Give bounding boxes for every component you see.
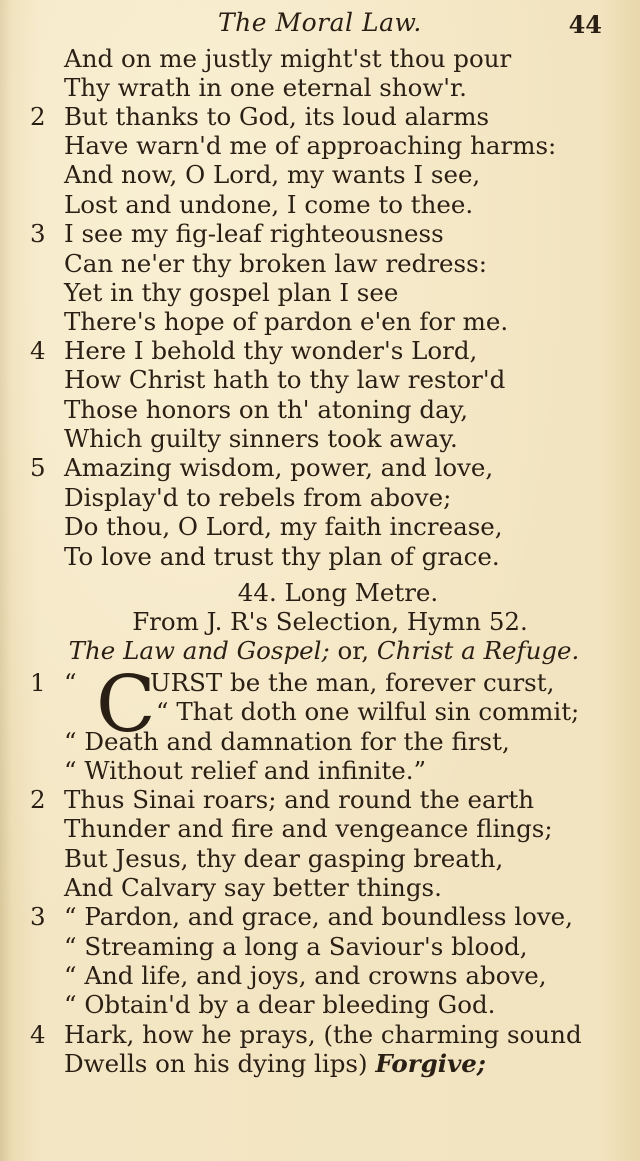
verse-line <box>0 961 640 991</box>
verse-text: Thunder and fire and vengeance flings; <box>64 814 553 843</box>
verse-line <box>0 73 640 103</box>
verse-text: Lost and undone, I come to thee. <box>64 190 474 219</box>
verse-line <box>0 902 640 932</box>
verse-text: And Calvary say better things. <box>64 873 442 902</box>
verse-text: “ Without relief and infinite.” <box>64 756 427 785</box>
verse-text: There's hope of pardon e'en for me. <box>64 307 509 336</box>
verse-text: “ Streaming a long a Saviour's blood, <box>64 932 528 961</box>
subtitle-part-a: The Law and Gospel; <box>68 636 330 665</box>
verse-number: 4 <box>30 336 46 365</box>
verse-text: “ And life, and joys, and crowns above, <box>64 961 547 990</box>
verse-line <box>0 1049 640 1079</box>
hymn-heading-line <box>0 578 640 608</box>
verse-text: Thy wrath in one eternal show'r. <box>64 73 467 102</box>
verse-text: Have warn'd me of approaching harms: <box>64 131 557 160</box>
verse-line <box>0 668 640 698</box>
verse-text: “ Obtain'd by a dear bleeding God. <box>64 990 496 1019</box>
verse-text: But Jesus, thy dear gasping breath, <box>64 844 504 873</box>
verse-number: 4 <box>30 1020 46 1049</box>
hymn-source: From J. R's Selection, Hymn 52. <box>132 607 528 636</box>
verse-line <box>0 512 640 542</box>
verse-text: Which guilty sinners took away. <box>64 424 458 453</box>
open-quote: “ <box>64 668 77 697</box>
verse-text: URST be the man, forever curst, <box>150 668 555 697</box>
verse-line <box>0 990 640 1020</box>
verse-line <box>0 697 640 727</box>
verse-text: “ That doth one wilful sin commit; <box>156 697 580 726</box>
verse-text: Those honors on th' atoning day, <box>64 395 469 424</box>
verse-number: 2 <box>30 102 46 131</box>
verse-number: 3 <box>30 902 46 931</box>
subtitle-or: or, <box>329 636 377 665</box>
verse-line <box>0 160 640 190</box>
verse-line <box>0 131 640 161</box>
verse-text: Hark, how he prays, (the charming sound <box>64 1020 582 1049</box>
verse-text: Can ne'er thy broken law redress: <box>64 249 487 278</box>
verse-line <box>0 727 640 757</box>
verse-line <box>0 424 640 454</box>
verse-text: “ Death and damnation for the first, <box>64 727 510 756</box>
running-title: The Moral Law. <box>218 8 422 37</box>
page-number: 44 <box>568 10 602 39</box>
verse-text: And on me justly might'st thou pour <box>64 44 512 73</box>
verse-text: Here I behold thy wonder's Lord, <box>64 336 478 365</box>
verse-text: But thanks to God, its loud alarms <box>64 102 490 131</box>
verse-text: And now, O Lord, my wants I see, <box>64 160 481 189</box>
verse-line <box>0 932 640 962</box>
verse-line <box>0 307 640 337</box>
verse-number: 5 <box>30 453 46 482</box>
verse-text-italic: Forgive; <box>375 1049 486 1078</box>
verse-line <box>0 756 640 786</box>
verse-line <box>0 219 640 249</box>
verse-line <box>0 249 640 279</box>
verse-text: Amazing wisdom, power, and love, <box>64 453 494 482</box>
verse-text-plain: Dwells on his dying lips) <box>64 1049 376 1078</box>
verse-text: How Christ hath to thy law restor'd <box>64 365 506 394</box>
verse-number: 3 <box>30 219 46 248</box>
drop-cap: C <box>96 660 156 750</box>
verse-number: 2 <box>30 785 46 814</box>
verse-text: Display'd to rebels from above; <box>64 483 452 512</box>
hymn-heading: 44. Long Metre. <box>237 578 439 607</box>
verse-line <box>0 102 640 132</box>
verse-line <box>0 336 640 366</box>
verse-text: Thus Sinai roars; and round the earth <box>64 785 534 814</box>
verse-line <box>0 1020 640 1050</box>
verse-number: 1 <box>30 668 46 697</box>
verse-line <box>0 483 640 513</box>
page-header <box>0 4 640 38</box>
verse-text: I see my fig-leaf righteousness <box>64 219 444 248</box>
verse-line <box>0 844 640 874</box>
verse-text: Yet in thy gospel plan I see <box>64 278 399 307</box>
verse-line <box>0 785 640 815</box>
verse-line <box>0 190 640 220</box>
verse-line <box>0 278 640 308</box>
verse-text: “ Pardon, and grace, and boundless love, <box>64 902 573 931</box>
verse-text <box>64 1049 486 1079</box>
verse-text: Do thou, O Lord, my faith increase, <box>64 512 503 541</box>
verse-line <box>0 453 640 483</box>
verse-line <box>0 814 640 844</box>
verse-text: To love and trust thy plan of grace. <box>64 542 500 571</box>
subtitle-part-b: Christ a Refuge. <box>376 636 580 665</box>
hymn-source-line <box>0 607 640 637</box>
verse-line <box>0 542 640 572</box>
verse-line <box>0 44 640 74</box>
verse-line <box>0 395 640 425</box>
verse-line <box>0 873 640 903</box>
verse-line <box>0 365 640 395</box>
